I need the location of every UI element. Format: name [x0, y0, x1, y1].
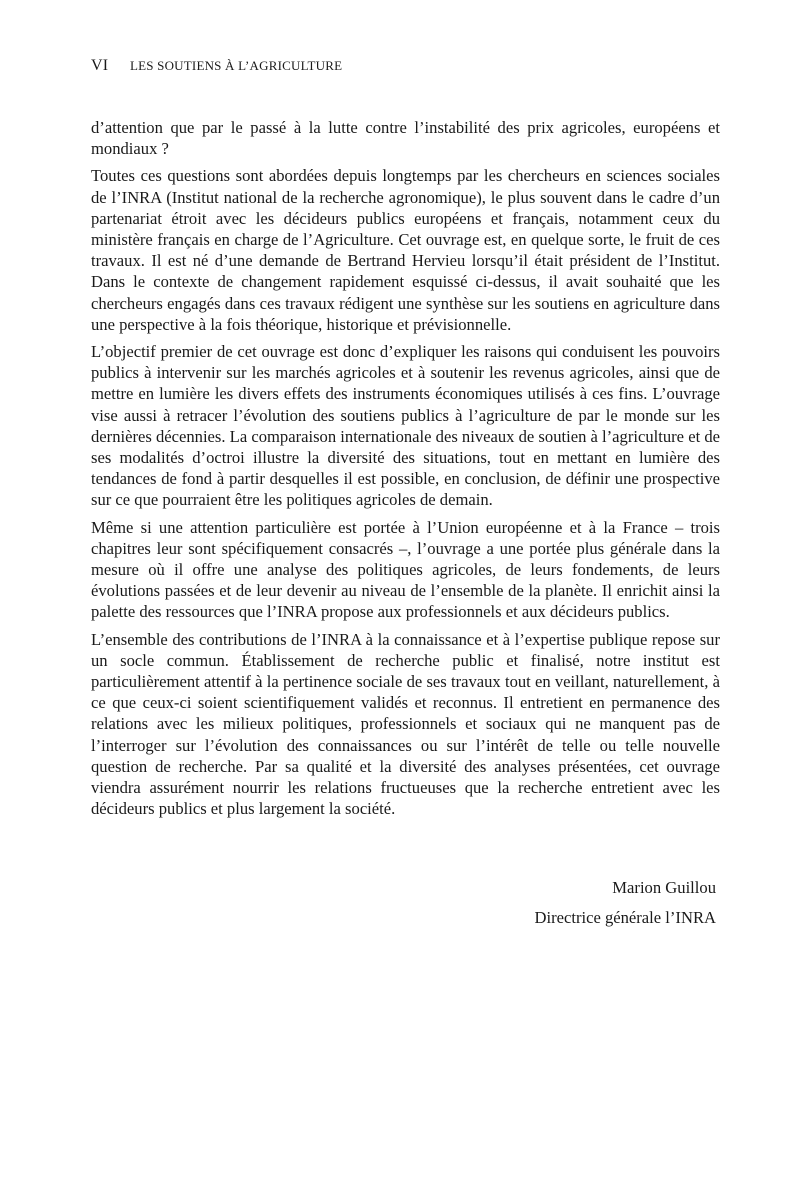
running-title: LES SOUTIENS À L’AGRICULTURE [130, 58, 343, 73]
page-number: VI [91, 57, 109, 74]
running-head [91, 56, 721, 77]
paragraph-objective: L’objectif premier de cet ouvrage est donc d’expliquer les raisons qui conduisent les pouvoirs publics à intervenir sur les marchés agricoles et à soutenir les revenus agricoles, ainsi que de mettre en lumière les divers effets des instruments économiques utilisés à ces fins. L’ouvrage vise aussi à retracer l’évolution des soutiens publics à l’agriculture de par le monde sur les dernières décennies. La comparaison internationale des niveaux de soutien à l’agriculture et de ses modalités d’octroi illustre la diversité des situations, tout en mettant en lumière des tendances de fond à partir desquelles il est possible, en conclusion, de définir une prospective sur ce que pourraient être les politiques agricoles de demain. [91, 342, 720, 510]
body-text [91, 117, 720, 826]
paragraph-continuation: d’attention que par le passé à la lutte contre l’instabilité des prix agricoles, européens et mondiaux ? [91, 118, 720, 159]
paragraph-contributions: L’ensemble des contributions de l’INRA à la connaissance et à l’expertise publique repose sur un socle commun. Établissement de recherche public et finalisé, notre institut est particulièrement attentif à la pertinence sociale de ses travaux tout en veillant, naturellement, à ce que ceux-ci soient scientifiquement validés et reconnus. Il entretient en permanence des relations avec les milieux politiques, professionnels et sociaux qui ne manquent pas de l’interroger sur l’évolution des connaissances ou sur l’intérêt de telle ou telle nouvelle question de recherche. Par sa qualité et la diversité des analyses présentées, cet ouvrage viendra assurément nourrir les relations fructueuses que la recherche entretient avec les décideurs publics et plus largement la société. [91, 629, 720, 819]
signature-name: Marion Guillou [612, 878, 716, 897]
paragraph-questions: Toutes ces questions sont abordées depuis longtemps par les chercheurs en sciences sociales de l’INRA (Institut national de la recherche agronomique), le plus souvent dans le cadre d’un partenariat étroit avec les décideurs publics européens et français, notamment ceux du ministère français en charge de l’Agriculture. Cet ouvrage est, en quelque sorte, le fruit de ces travaux. Il est né d’une demande de Bertrand Hervieu lorsqu’il était président de l’Institut. Dans le contexte de changement rapidement esquissé ci-dessus, il avait souhaité que les chercheurs engagés dans ces travaux rédigent une synthèse sur les soutiens en agriculture dans une perspective à la fois théorique, historique et prévisionnelle. [91, 166, 720, 334]
paragraph-scope: Même si une attention particulière est portée à l’Union européenne et à la France – trois chapitres leur sont spécifiquement consacrés –, l’ouvrage a une portée plus générale dans la mesure où il offre une analyse des politiques agricoles, de leurs fondements, de leurs évolutions passées et de leur devenir au niveau de l’ensemble de la planète. Il enrichit ainsi la palette des ressources que l’INRA propose aux professionnels et aux décideurs publics. [91, 517, 720, 622]
signature-block [91, 873, 716, 933]
signature-role: Directrice générale l’INRA [534, 908, 716, 927]
